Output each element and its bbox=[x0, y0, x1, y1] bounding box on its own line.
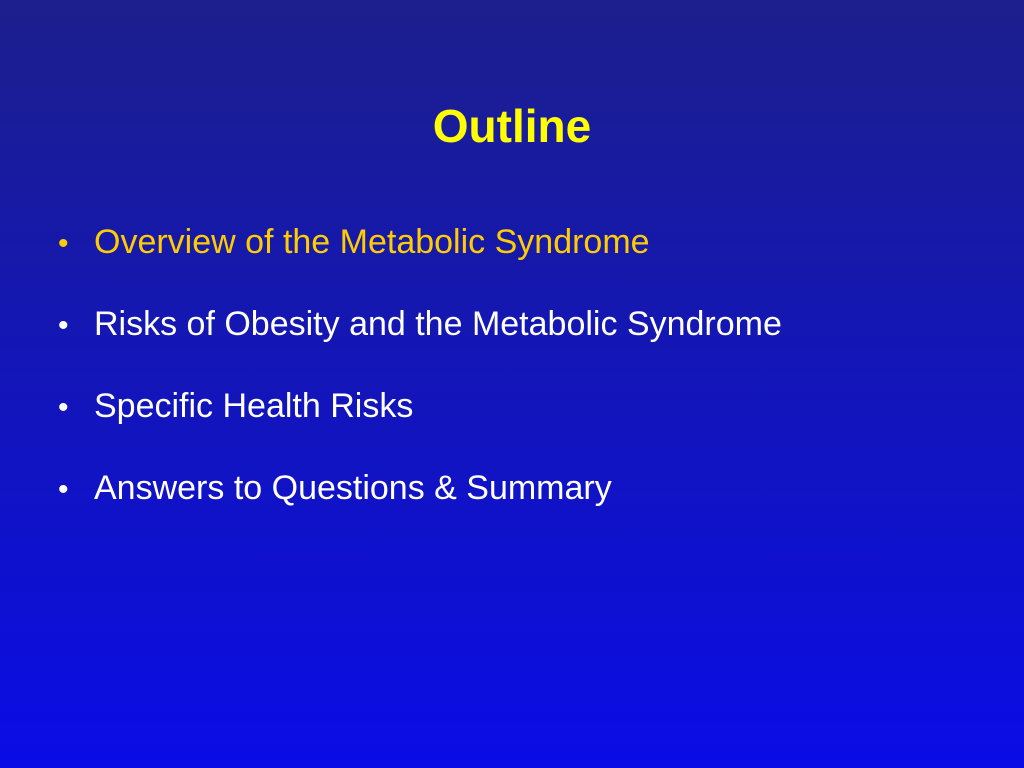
bullet-item bbox=[58, 298, 998, 380]
bullet-text: Risks of Obesity and the Metabolic Syndrome bbox=[94, 305, 782, 343]
bullet-item bbox=[58, 380, 998, 462]
bullet-text: Answers to Questions & Summary bbox=[94, 469, 612, 507]
bullet-text: Overview of the Metabolic Syndrome bbox=[94, 223, 650, 261]
bullet-icon: • bbox=[58, 227, 69, 260]
bullet-text: Specific Health Risks bbox=[94, 387, 414, 425]
bullet-list bbox=[58, 216, 998, 544]
bullet-icon: • bbox=[58, 473, 69, 506]
bullet-item bbox=[58, 216, 998, 298]
bullet-icon: • bbox=[58, 309, 69, 342]
slide-title: Outline bbox=[432, 100, 592, 152]
bullet-icon: • bbox=[58, 391, 69, 424]
bullet-item bbox=[58, 462, 998, 544]
